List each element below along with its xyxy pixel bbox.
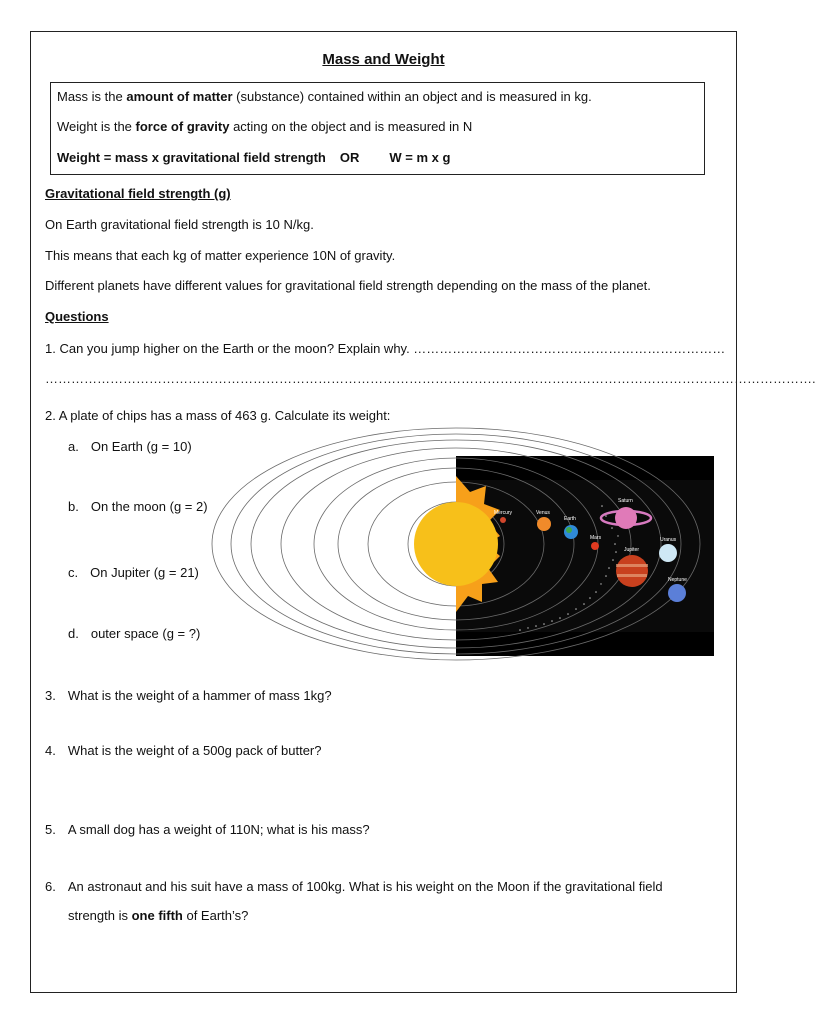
weight-definition: Weight is the force of gravity acting on the object and is measured in N xyxy=(57,119,473,134)
question-2d: d. outer space (g = ?) xyxy=(68,626,201,641)
question-3: 3. What is the weight of a hammer of mass 1kg? xyxy=(45,688,332,703)
question-2: 2. A plate of chips has a mass of 463 g. Calculate its weight: xyxy=(45,408,391,423)
gfs-heading: Gravitational field strength (g) xyxy=(45,186,231,201)
mercury-label: Mercury xyxy=(494,510,513,516)
worksheet xyxy=(30,31,816,993)
earth-label: Earth xyxy=(564,516,576,522)
question-4: 4. What is the weight of a 500g pack of butter? xyxy=(45,743,322,758)
question-6: 6. An astronaut and his suit have a mass of 100kg. What is his weight on the Moon if the gravitational field xyxy=(45,879,663,894)
gfs-line-2: This means that each kg of matter experience 10N of gravity. xyxy=(45,248,396,263)
question-2b: b. On the moon (g = 2) xyxy=(68,499,208,514)
solar-system-image xyxy=(456,456,714,656)
question-2a: a. On Earth (g = 10) xyxy=(68,439,192,454)
question-2c: c. On Jupiter (g = 21) xyxy=(68,565,199,580)
weight-formula: Weight = mass x gravitational field strength OR W = m x g xyxy=(57,150,451,165)
question-1: 1. Can you jump higher on the Earth or the moon? Explain why. ……………………………………………………………… xyxy=(45,341,726,356)
mars-label: Mars xyxy=(590,535,602,541)
definitions-box xyxy=(50,82,705,175)
uranus-label: Uranus xyxy=(660,537,677,543)
gfs-line-1: On Earth gravitational field strength is 10 N/kg. xyxy=(45,217,314,232)
questions-heading: Questions xyxy=(45,309,109,324)
venus-label: Venus xyxy=(536,510,550,516)
saturn-label: Saturn xyxy=(618,498,633,504)
question-5: 5. A small dog has a weight of 110N; what is his mass? xyxy=(45,822,370,837)
page-title: Mass and Weight xyxy=(322,51,445,68)
neptune-label: Neptune xyxy=(668,577,687,583)
gfs-line-3: Different planets have different values for gravitational field strength depending on the mass of the planet. xyxy=(45,278,651,293)
jupiter-label: Jupiter xyxy=(624,547,640,553)
answer-line: ……………………………………………………………………………………………………………………………………………………………. xyxy=(45,371,816,386)
question-6-line-2: strength is one fifth of Earth’s? xyxy=(68,908,249,923)
mass-definition: Mass is the amount of matter (substance) contained within an object and is measured in kg. xyxy=(57,89,592,104)
